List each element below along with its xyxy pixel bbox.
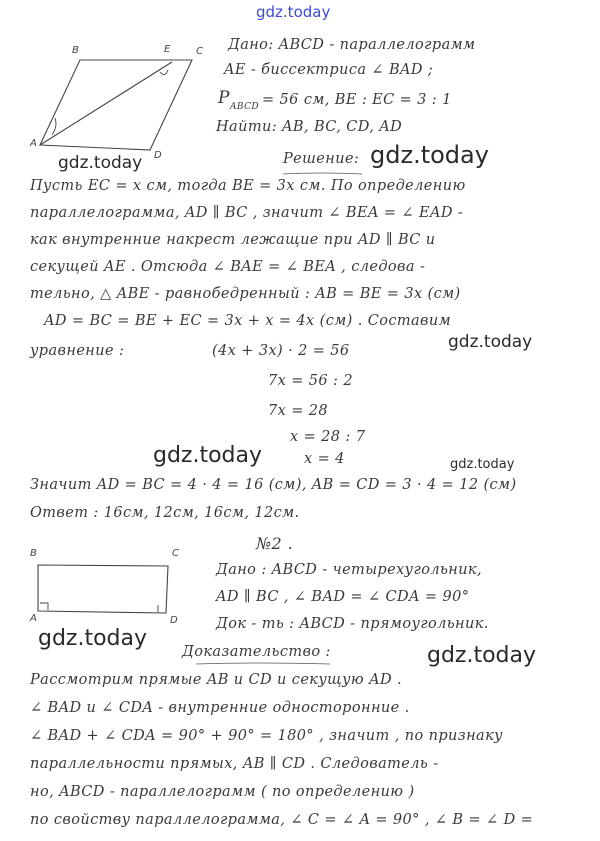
equation-line-1: (4x + 3x) · 2 = 56 (212, 343, 350, 359)
solution-line-2: параллелограмма, AD ∥ BC , значит ∠ BEA = ∠ EAD - (30, 205, 464, 221)
t2-given-line-1: Дано : ABCD - четырехугольник, (216, 562, 483, 578)
rectangle-figure (38, 565, 168, 613)
solution-line-6: AD = BC = BE + EC = 3x + x = 4x (см) . Составим (44, 313, 452, 329)
watermark-6: gdz.today (38, 626, 148, 651)
find-line: Найти: AB, BC, CD, AD (216, 119, 403, 135)
rect-label-d: D (170, 615, 178, 626)
parallelogram-figure (40, 60, 192, 150)
equation-line-2: 7x = 56 : 2 (268, 373, 353, 389)
vertex-label-b: B (72, 45, 79, 56)
equation-line-4: x = 28 : 7 (290, 429, 366, 445)
proof-line-3: ∠ BAD + ∠ CDA = 90° + 90° = 180° , значит , по признаку (30, 728, 503, 744)
rect-label-a: A (30, 613, 37, 624)
watermark-top: gdz.today (256, 3, 331, 21)
proof-line-6: по свойству параллелограмма, ∠ C = ∠ A = 90° , ∠ B = ∠ D = (30, 812, 534, 828)
watermark-1: gdz.today (58, 153, 143, 173)
vertex-label-c: C (196, 46, 203, 57)
proof-line-5: но, ABCD - параллелограмм ( по определению ) (30, 784, 415, 800)
solution-line-1: Пусть EC = x см, тогда BE = 3x см. По определению (30, 178, 466, 194)
watermark-7: gdz.today (427, 643, 537, 668)
solution-heading: Решение: (283, 151, 360, 167)
proof-line-4: параллельности прямых, AB ∥ CD . Следователь - (30, 756, 439, 772)
solution-line-4: секущей AE . Отсюда ∠ BAE = ∠ BEA , следова - (30, 259, 426, 275)
vertex-label-a: A (30, 138, 37, 149)
proof-heading: Доказательство : (182, 644, 331, 660)
solution-line-5: тельно, △ ABE - равнобедренный : AB = BE = 3x (см) (30, 286, 461, 302)
given-line-1: Дано: ABCD - параллелограмм (228, 37, 476, 53)
watermark-5: gdz.today (450, 457, 515, 472)
equation-line-5: x = 4 (304, 451, 345, 467)
given-line-2: AE - биссектриса ∠ BAD ; (224, 62, 434, 78)
watermark-2: gdz.today (370, 141, 489, 169)
proof-line-2: ∠ BAD и ∠ CDA - внутренние односторонние . (30, 700, 410, 716)
vertex-label-d: D (154, 150, 162, 161)
given-line-3: = 56 см, BE : EC = 3 : 1 (262, 92, 452, 108)
vertex-label-e: E (164, 44, 171, 55)
watermark-4: gdz.today (153, 443, 263, 468)
rect-label-b: B (30, 548, 37, 559)
rect-label-c: C (172, 548, 179, 559)
t2-prove-line: Док - ть : ABCD - прямоугольник. (216, 616, 489, 632)
answer-line: Ответ : 16см, 12см, 16см, 12см. (30, 505, 300, 521)
equation-line-3: 7x = 28 (268, 403, 329, 419)
watermark-3: gdz.today (448, 332, 533, 352)
proof-line-1: Рассмотрим прямые AB и CD и секущую AD . (30, 672, 402, 688)
task-2-number: №2 . (256, 534, 294, 553)
equation-label: уравнение : (30, 343, 125, 359)
perimeter-subscript: ABCD (230, 102, 259, 112)
perimeter-symbol: P (218, 88, 230, 108)
t2-given-line-2: AD ∥ BC , ∠ BAD = ∠ CDA = 90° (216, 589, 470, 605)
solution-line-3: как внутренние накрест лежащие при AD ∥ BC и (30, 232, 436, 248)
conclusion-line: Значит AD = BC = 4 · 4 = 16 (см), AB = CD = 3 · 4 = 12 (см) (30, 477, 517, 493)
